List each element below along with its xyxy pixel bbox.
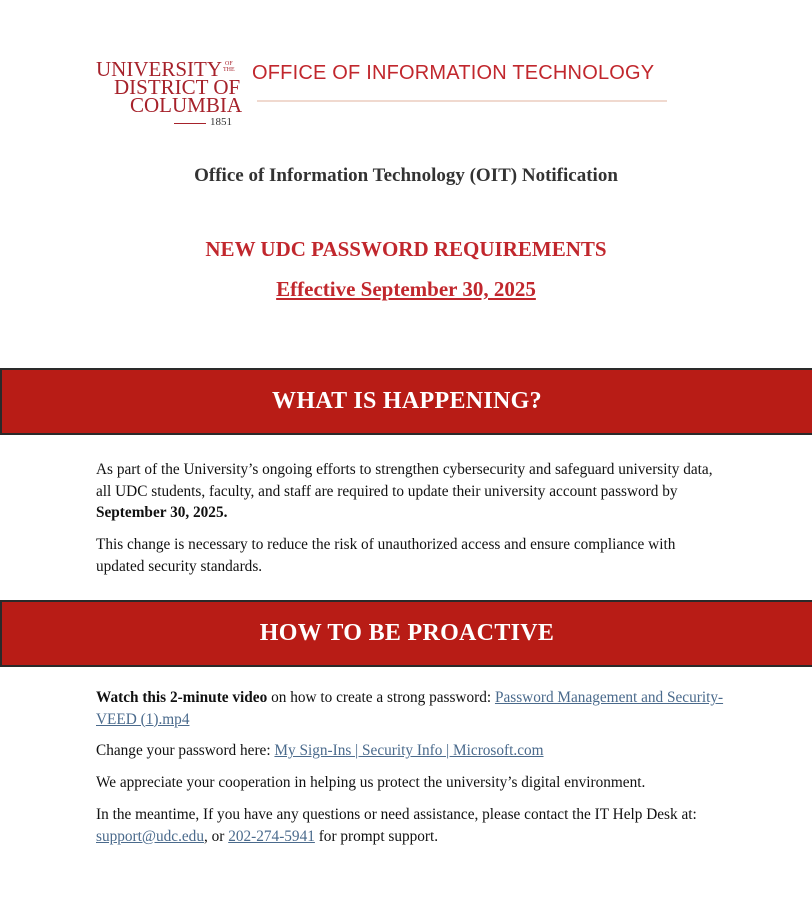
udc-logo <box>96 57 243 130</box>
section-banner-what <box>0 368 812 435</box>
header-divider <box>257 100 667 102</box>
logo-district-of: DISTRICT OF <box>114 75 241 99</box>
paragraph-contact: In the meantime, If you have any questions or need assistance, please contact the IT Help Desk at: support@udc.edu, or 202-274-5941 for prompt support. <box>96 806 697 845</box>
logo-year: 1851 <box>210 116 232 128</box>
paragraph-change-password: Change your password here: My Sign-Ins | Security Info | Microsoft.com <box>96 742 544 759</box>
video-bold: Watch this 2-minute video <box>96 689 268 706</box>
video-link[interactable]: Password Management and Security-VEED (1).mp4 <box>96 689 724 728</box>
headline: NEW UDC PASSWORD REQUIREMENTS <box>205 237 607 261</box>
notification-title: Office of Information Technology (OIT) Notification <box>194 165 618 186</box>
deadline-bold: September 30, 2025. <box>96 504 228 521</box>
paragraph-what-2: This change is necessary to reduce the risk of unauthorized access and ensure compliance with updated security standards. <box>96 536 676 575</box>
office-title: OFFICE OF INFORMATION TECHNOLOGY <box>252 62 655 84</box>
section-banner-proactive <box>0 600 812 667</box>
logo-rule <box>174 123 206 124</box>
paragraph-what-1: As part of the University’s ongoing efforts to strengthen cybersecurity and safeguard university data, all UDC students, faculty, and staff are required to update their university account password by September 30, 2025. <box>96 461 713 521</box>
effective-date: Effective September 30, 2025 <box>276 277 536 301</box>
paragraph-video: Watch this 2-minute video on how to create a strong password: Password Management and Security-VEED (1).mp4 <box>96 689 724 728</box>
logo-of-the: OF THE <box>223 61 235 73</box>
security-info-link[interactable]: My Sign-Ins | Security Info | Microsoft.com <box>274 742 544 759</box>
paragraph-appreciate: We appreciate your cooperation in helping us protect the university’s digital environment. <box>96 774 646 791</box>
help-desk-phone-link[interactable]: 202-274-5941 <box>228 827 315 845</box>
section-title-what: WHAT IS HAPPENING? <box>272 388 542 414</box>
section-title-proactive: HOW TO BE PROACTIVE <box>259 620 555 646</box>
logo-university: UNIVERSITY <box>96 57 222 81</box>
logo-columbia: COLUMBIA <box>130 93 243 117</box>
support-email-link[interactable]: support@udc.edu <box>96 827 204 845</box>
